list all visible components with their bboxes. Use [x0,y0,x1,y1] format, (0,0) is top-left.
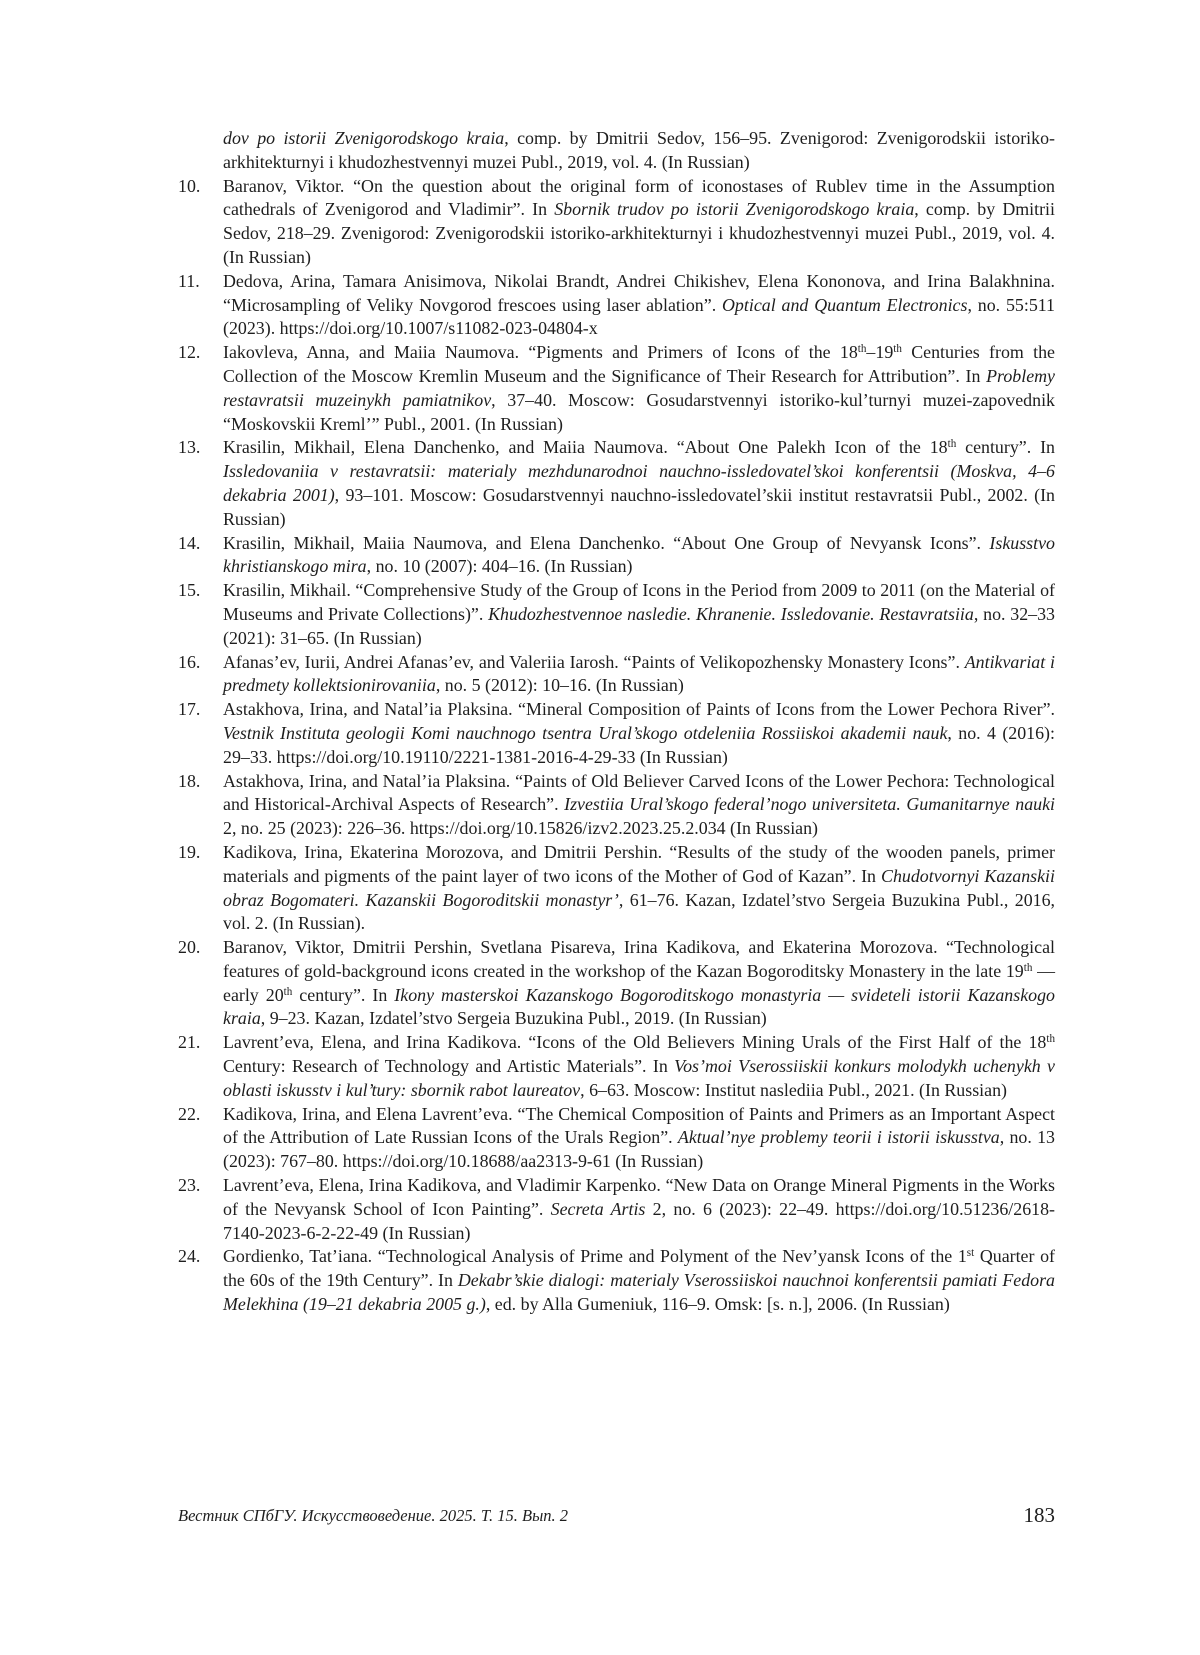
reference-text [223,1103,1055,1174]
reference-entry [178,1245,1055,1316]
italic-title: Optical and Quantum Electronics [722,294,968,315]
reference-fragment: Krasilin, Mikhail, Maiia Naumova, and Elena Danchenko. “About One Group of Nevyansk Icons”. [223,532,990,553]
reference-entry [178,1103,1055,1174]
reference-fragment: Iakovleva, Anna, and Maiia Naumova. “Pigments and Primers of Icons of the 18 [223,342,858,363]
reference-text [223,770,1055,841]
italic-title: Khudozhestvennoe nasledie. Khranenie. Issledovanie. Restavratsiia [488,603,974,624]
superscript: th [283,985,293,998]
reference-fragment: — early 20 [223,960,1055,1005]
reference-number: 18. [178,770,201,791]
reference-number: 21. [178,1032,201,1053]
reference-fragment: Lavrent’eva, Elena, Irina Kadikova, and Vladimir Karpenko. “New Data on Orange Mineral Pigments in the Works of the Nevyansk School of Icon Painting”. [223,1175,1055,1219]
reference-fragment: , 6–63. Moscow: Institut naslediia Publ., 2021. (In Russian) [580,1079,1007,1100]
reference-fragment: Century: Research of Technology and Artistic Materials”. In [223,1056,675,1077]
reference-fragment: , 37–40. Moscow: Gosudarstvennyi istoriko-kul’turnyi muzei-zapovednik “Moskovskii Kreml’” Publ., 2001. (In Russian) [223,389,1055,434]
reference-text [223,841,1055,936]
reference-text [223,936,1055,1031]
superscript: th [947,438,957,451]
reference-number: 23. [178,1175,201,1196]
reference-fragment: , no. 4 (2016): 29–33. https://doi.org/10.19110/2221-1381-2016-4-29-33 (In Russian) [223,722,1055,767]
reference-fragment: , no. 13 (2023): 767–80. https://doi.org/10.18688/aa2313-9-61 (In Russian) [223,1127,1055,1172]
reference-number: 16. [178,651,201,672]
reference-text [223,1245,1055,1316]
reference-fragment: Baranov, Viktor. “On the question about the original form of iconostases of Rublev time in the Assumption cathedrals of Zvenigorod and Vladimir”. In [223,175,1055,220]
reference-text [223,175,1055,270]
reference-number: 12. [178,342,201,363]
reference-fragment: Kadikova, Irina, and Elena Lavrent’eva. “The Chemical Composition of Paints and Primers as an Important Aspect of the Attribution of Late Russian Icons of the Urals Region”. [223,1103,1055,1148]
reference-fragment: Kadikova, Irina, Ekaterina Morozova, and Dmitrii Pershin. “Results of the study of the wooden panels, primer materials and pigments of the paint layer of two icons of the Mother of God of Kazan”. In [223,841,1055,886]
reference-fragment: , 61–76. Kazan, Izdatel’stvo Sergeia Buzukina Publ., 2016, vol. 2. (In Russian). [223,889,1055,934]
reference-fragment: Dedova, Arina, Tamara Anisimova, Nikolai Brandt, Andrei Chikishev, Elena Kononova, and Irina Balakhnina. “Microsampling of Veliky Novgorod frescoes using laser ablation”. [223,270,1055,315]
reference-entry [178,698,1055,769]
superscript: th [857,343,867,356]
reference-fragment: Centuries from the Collection of the Moscow Kremlin Museum and the Significance of Their Research for Attribution”. In [223,342,1055,386]
reference-number: 10. [178,175,201,196]
journal-title: Вестник СПбГУ. Искусствоведение. 2025. Т. 15. Вып. 2 [178,1506,569,1525]
italic-title: Sbornik trudov po istorii Zvenigorodskogo kraia [554,199,915,220]
reference-entry [178,341,1055,436]
reference-fragment: , no. 10 (2007): 404–16. (In Russian) [366,556,633,577]
reference-entry [178,936,1055,1031]
reference-fragment: –19 [866,342,894,363]
italic-title: dov po istorii Zvenigorodskogo kraia [223,128,505,148]
reference-fragment: Krasilin, Mikhail, Elena Danchenko, and Maiia Naumova. “About One Palekh Icon of the 18 [223,437,948,458]
superscript: th [893,343,902,356]
reference-fragment: Astakhova, Irina, and Natal’ia Plaksina. “Paints of Old Believer Carved Icons of the Lower Pechora: Technological and Historical-Archival Aspects of Research”. [223,770,1055,815]
reference-fragment: , no. 32–33 (2021): 31–65. (In Russian) [223,603,1056,648]
reference-entry [178,436,1055,531]
reference-number: 22. [178,1103,201,1124]
reference-fragment: , no. 55:511 (2023). https://doi.org/10.1007/s11082-023-04804-x [223,294,1056,339]
italic-title: Issledovaniia v restavratsii: materialy mezhdunarodnoi nauchno-issledovatel’skoi konferentsii (Moskva, 4–6 dekabria 2001) [223,461,1055,505]
reference-fragment: Quarter of the 60s of the 19th Century”. In [223,1246,1055,1291]
italic-title: Secreta Artis [550,1198,646,1219]
reference-fragment: , 93–101. Moscow: Gosudarstvennyi nauchno-issledovatel’skii institut restavratsii Publ., 2002. (In Russian) [223,484,1056,529]
reference-fragment: Astakhova, Irina, and Natal’ia Plaksina. “Mineral Composition of Paints of Icons from the Lower Pechora River”. [223,699,1055,720]
reference-text [223,270,1055,341]
superscript: st [966,1247,975,1260]
superscript: th [1046,1033,1055,1046]
reference-entry [178,1031,1055,1102]
reference-number: 24. [178,1246,201,1267]
italic-title: Chudotvornyi Kazanskii obraz Bogomateri. Kazanskii Bogoroditskii monastyr’ [223,865,1055,910]
reference-number: 19. [178,841,201,862]
reference-text [223,1174,1055,1245]
reference-fragment: 2, no. 25 (2023): 226–36. https://doi.org/10.15826/izv2.2023.25.2.034 (In Russian) [223,818,819,839]
reference-fragment: Gordienko, Tat’iana. “Technological Analysis of Prime and Polyment of the Nev’yansk Icons of the 1 [223,1246,967,1267]
reference-entry [178,175,1055,270]
reference-text [223,341,1055,436]
reference-entry [178,270,1055,341]
reference-text [223,579,1055,650]
page-footer [178,1498,1055,1528]
reference-text [223,698,1055,769]
reference-fragment: 2, no. 6 (2023): 22–49. https://doi.org/10.51236/2618-7140-2023-6-2-22-49 (In Russian) [223,1198,1055,1243]
italic-title: Ikony masterskoi Kazanskogo Bogoroditskogo monastyria — svideteli istorii Kazanskogo kraia [223,984,1055,1029]
page-number: 183 [1023,1503,1055,1527]
reference-number: 20. [178,937,201,958]
reference-fragment: , comp. by Dmitrii Sedov, 218–29. Zvenigorod: Zvenigorodskii istoriko-arkhitekturnyi i khudozhestvennyi muzei Publ., 2019, vol. 4. (In Russian) [223,199,1056,267]
italic-title: Iskusstvo khristianskogo mira [223,532,1055,577]
reference-fragment: Lavrent’eva, Elena, and Irina Kadikova. “Icons of the Old Believers Mining Urals of the First Half of the 18 [223,1032,1047,1053]
reference-fragment: , ed. by Alla Gumeniuk, 116–9. Omsk: [s. n.], 2006. (In Russian) [485,1294,950,1315]
reference-entry [178,651,1055,699]
reference-fragment: century”. In [292,984,395,1005]
reference-fragment: century”. In [956,437,1055,458]
italic-title: Antikvariat i predmety kollektsionirovaniia [223,651,1055,696]
reference-fragment: , 9–23. Kazan, Izdatel’stvo Sergeia Buzukina Publ., 2019. (In Russian) [260,1008,767,1029]
reference-text [178,127,1055,175]
italic-title: Vestnik Instituta geologii Komi nauchnogo tsentra Ural’skogo otdeleniia Rossiiskoi akademii nauk [223,722,948,743]
reference-entry [178,841,1055,936]
reference-entry [178,532,1055,580]
reference-fragment: Krasilin, Mikhail. “Comprehensive Study of the Group of Icons in the Period from 2009 to 2011 (on the Material of Museums and Private Collections)”. [223,580,1055,624]
reference-text [223,436,1055,531]
reference-number: 11. [178,270,200,291]
reference-number: 15. [178,580,201,601]
superscript: th [1023,961,1033,974]
italic-title: Izvestiia Ural’skogo federal’nogo universiteta. Gumanitarnye nauki [564,794,1056,815]
reference-entry [178,770,1055,841]
reference-number: 17. [178,699,201,720]
reference-entry [178,1174,1055,1245]
italic-title: Problemy restavratsii muzeinykh pamiatnikov [223,365,1055,410]
reference-text [223,532,1055,580]
italic-title: Dekabr’skie dialogi: materialy Vserossiiskoi nauchnoi konferentsii pamiati Fedora Melekhina (19–21 dekabria 2005 g.) [223,1270,1055,1315]
reference-fragment: Baranov, Viktor, Dmitrii Pershin, Svetlana Pisareva, Irina Kadikova, and Ekaterina Morozova. “Technological features of gold-background icons created in the workshop of the Kazan Bogoroditsky Monastery in the late 19 [223,937,1055,981]
reference-text [223,651,1055,699]
reference-number: 14. [178,532,201,553]
reference-fragment: , comp. by Dmitrii Sedov, 156–95. Zvenigorod: Zvenigorodskii istoriko-arkhitekturnyi i khudozhestvennyi muzei Publ., 2019, vol. 4. (In Russian) [223,128,1055,172]
italic-title: Vos’moi Vserossiiskii konkurs molodykh uchenykh v oblasti iskusstv i kul’tury: sbornik rabot laureatov [223,1056,1055,1100]
reference-list [178,127,1055,1317]
reference-fragment: Afanas’ev, Iurii, Andrei Afanas’ev, and Valeriia Iarosh. “Paints of Velikopozhensky Monastery Icons”. [223,651,965,672]
reference-entry [178,579,1055,650]
italic-title: Aktual’nye problemy teorii i istorii iskusstva [677,1127,1000,1148]
reference-text [223,1031,1055,1102]
reference-entry [178,127,1055,175]
reference-number: 13. [178,437,201,458]
reference-fragment: , no. 5 (2012): 10–16. (In Russian) [435,675,684,696]
